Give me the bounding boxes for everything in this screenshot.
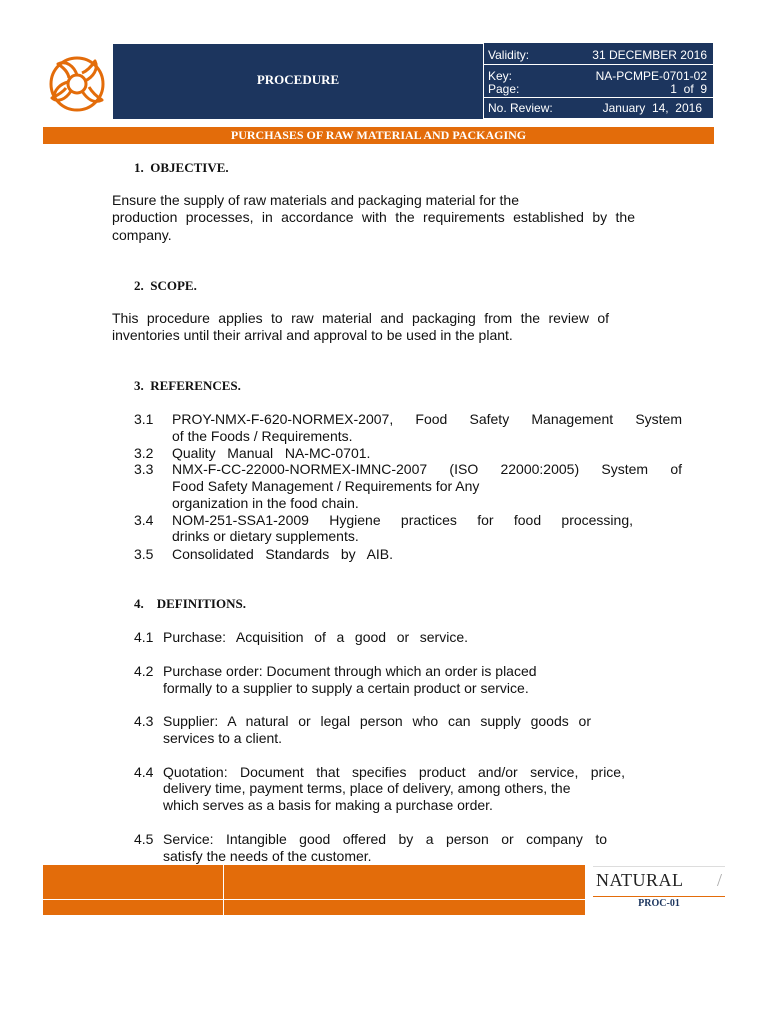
- page-value: 1 of 9: [670, 82, 707, 96]
- objective-line-2: production processes, in accordance with the requirements established by the: [112, 209, 635, 225]
- definition-number: 4.3: [134, 713, 154, 729]
- definition-text: delivery time, payment terms, place of delivery, among others, the: [163, 780, 571, 796]
- objective-heading: 1. OBJECTIVE.: [134, 160, 229, 175]
- reference-text: NOM-251-SSA1-2009 Hygiene practices for food processing,: [172, 512, 633, 528]
- reference-text: Consolidated Standards by AIB.: [172, 546, 394, 562]
- validity-label: Validity:: [488, 48, 530, 62]
- definition-number: 4.1: [134, 629, 154, 645]
- reference-number: 3.2: [134, 445, 154, 461]
- footer-brand-tail: /: [717, 870, 723, 890]
- definition-number: 4.5: [134, 831, 154, 847]
- definition-text: Service: Intangible good offered by a person or company to: [163, 831, 607, 847]
- reference-number: 3.3: [134, 461, 154, 477]
- definition-text: Purchase: Acquisition of a good or service.: [163, 629, 468, 645]
- definition-text: Purchase order: Document through which an order is placed: [163, 663, 537, 679]
- footer-code: PROC-01: [638, 898, 680, 909]
- objective-line-1: Ensure the supply of raw materials and packaging material for the: [112, 192, 519, 208]
- reference-number: 3.5: [134, 546, 154, 562]
- references-heading: 3. REFERENCES.: [134, 378, 241, 393]
- document-subtitle: PURCHASES OF RAW MATERIAL AND PACKAGING: [230, 128, 527, 142]
- header-title: PROCEDURE: [256, 72, 340, 87]
- reference-text: organization in the food chain.: [172, 495, 359, 511]
- key-value: NA-PCMPE-0701-02: [595, 69, 707, 83]
- reference-text: NMX-F-CC-22000-NORMEX-IMNC-2007 (ISO 22000:2005) System of: [172, 461, 682, 477]
- definitions-heading: 4. DEFINITIONS.: [134, 596, 246, 611]
- reference-text: drinks or dietary supplements.: [172, 528, 359, 544]
- footer-band: [43, 865, 585, 915]
- definition-text: formally to a supplier to supply a certain product or service.: [163, 680, 529, 696]
- definition-text: Supplier: A natural or legal person who can supply goods or: [163, 713, 591, 729]
- footer-brand-box: [593, 866, 725, 897]
- footer-brand: NATURAL: [596, 870, 684, 890]
- reference-text: Quality Manual NA-MC-0701.: [172, 445, 371, 461]
- reference-text: of the Foods / Requirements.: [172, 428, 353, 444]
- reference-text: PROY-NMX-F-620-NORMEX-2007, Food Safety Management System: [172, 411, 682, 427]
- company-logo: [44, 46, 110, 118]
- objective-line-3: company.: [112, 227, 172, 243]
- review-label: No. Review:: [488, 101, 553, 115]
- scope-heading: 2. SCOPE.: [134, 278, 197, 293]
- key-label: Key:: [488, 69, 513, 83]
- reference-number: 3.4: [134, 512, 154, 528]
- definition-text: Quotation: Document that specifies product and/or service, price,: [163, 764, 625, 780]
- scope-line-2: inventories until their arrival and approval to be used in the plant.: [112, 327, 513, 343]
- reference-text: Food Safety Management / Requirements for Any: [172, 478, 480, 494]
- definition-text: satisfy the needs of the customer.: [163, 848, 372, 864]
- validity-value: 31 DECEMBER 2016: [592, 48, 707, 62]
- scope-line-1: This procedure applies to raw material and packaging from the review of: [112, 310, 609, 326]
- header-title-cell: [112, 43, 484, 120]
- definition-number: 4.4: [134, 764, 154, 780]
- header-meta-table: [483, 43, 714, 118]
- subtitle-bar: [43, 127, 714, 144]
- definition-text: services to a client.: [163, 730, 283, 746]
- page-label: Page:: [488, 82, 520, 96]
- reference-number: 3.1: [134, 411, 154, 427]
- definition-number: 4.2: [134, 663, 154, 679]
- definition-text: which serves as a basis for making a purchase order.: [163, 797, 493, 813]
- review-value: January 14, 2016: [602, 101, 702, 115]
